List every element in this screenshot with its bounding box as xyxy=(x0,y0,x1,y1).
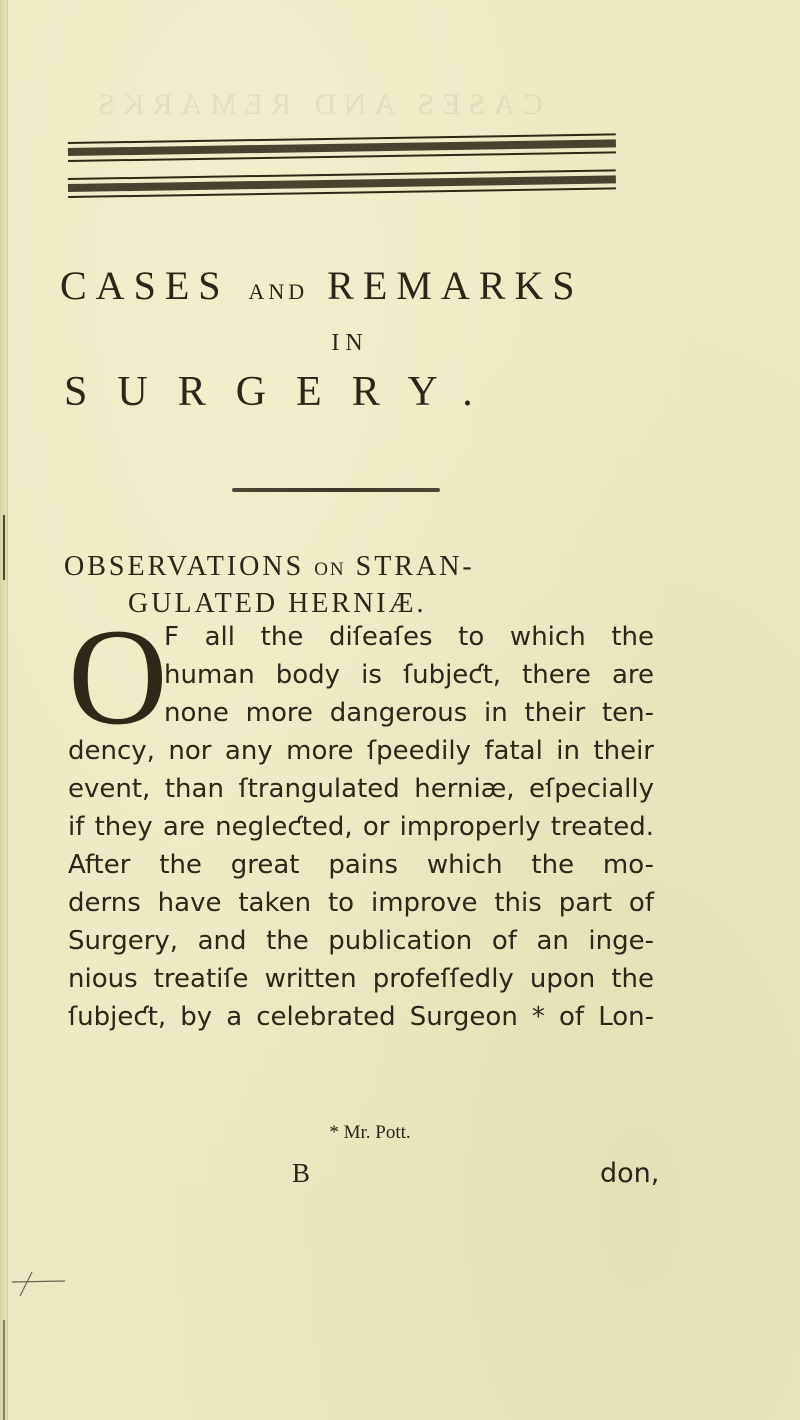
body-line: none more dangerous in their ten- xyxy=(164,698,654,728)
title-remarks: REMARKS xyxy=(327,263,584,308)
title-surgery: SURGERY. xyxy=(64,369,503,415)
heading-observations: OBSERVATIONS xyxy=(64,551,305,582)
footnote: * Mr. Pott. xyxy=(329,1122,411,1143)
body-line: dency, nor any more ſpeedily fatal in their xyxy=(68,736,654,766)
body-line: Surgery, and the publication of an inge- xyxy=(68,926,654,956)
header-double-rule xyxy=(68,169,616,204)
pencil-mark-icon xyxy=(10,1268,70,1298)
body-line: After the great pains which the mo- xyxy=(68,850,654,880)
heading-on: ON xyxy=(314,559,346,580)
title-in: IN xyxy=(331,330,369,356)
signature-mark: B xyxy=(292,1158,311,1188)
body-paragraph xyxy=(68,600,654,1036)
body-line: if they are negleƈted, or improperly treated. xyxy=(68,812,654,842)
page-gutter xyxy=(0,0,8,1420)
heading-line2: GULATED HERNIÆ. xyxy=(128,588,427,619)
title-divider-rule xyxy=(232,488,440,492)
title-cases: CASES xyxy=(60,263,230,308)
body-line: derns have taken to improve this part of xyxy=(68,888,654,918)
header-double-rule xyxy=(68,133,616,168)
body-line: F all the diſeaſes to which the xyxy=(164,622,654,652)
bleed-through-text: CASES AND REMARKS xyxy=(90,88,543,121)
body-line: human body is ſubjeƈt, there are xyxy=(164,660,654,690)
catchword: don, xyxy=(600,1158,660,1189)
gutter-mark xyxy=(3,1320,5,1420)
heading-stran: STRAN- xyxy=(355,551,475,582)
body-line: nious treatiſe written profeſſedly upon the xyxy=(68,964,654,994)
book-title xyxy=(60,262,660,309)
body-line: ſubjeƈt, by a celebrated Surgeon * of Lon- xyxy=(68,1002,654,1032)
drop-cap: O xyxy=(68,600,168,753)
gutter-mark xyxy=(3,515,5,580)
title-and: AND xyxy=(248,279,309,304)
body-line: event, than ſtrangulated herniæ, eſpecially xyxy=(68,774,654,804)
